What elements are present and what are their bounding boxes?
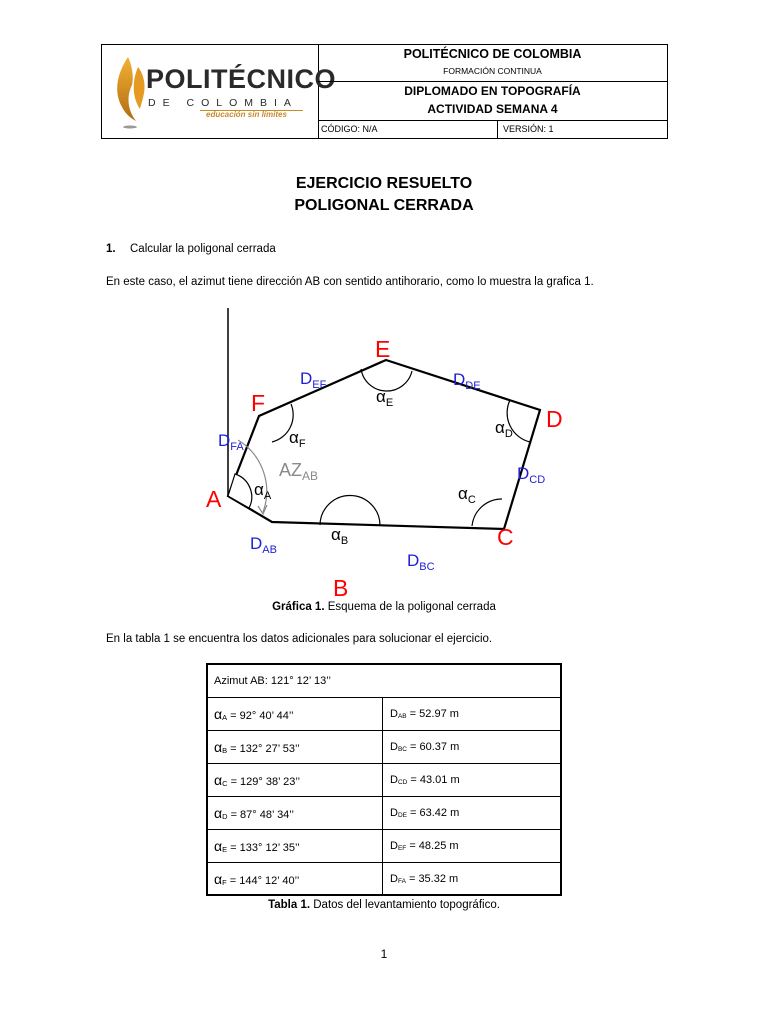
header-table: [101, 44, 668, 139]
azimut-cell: Azimut AB: 121° 12’ 13’’: [214, 675, 331, 687]
survey-data-table: [206, 663, 562, 896]
azimuth-arrow-icon: [258, 505, 267, 514]
distance-label-ab: $D_{AB}$: [250, 534, 277, 556]
diploma-name: DIPLOMADO EN TOPOGRAFÍA: [404, 84, 581, 98]
doc-title-line1: EJERCICIO RESUELTO: [295, 175, 473, 192]
table-row-azimut: [208, 665, 560, 698]
distance-cell: $D_{AB} = 52.97$ m: [390, 708, 459, 720]
distance-cell: $D_{FA} = 35.32$ m: [390, 873, 459, 885]
angle-label-a: $\alpha_A$: [254, 480, 272, 502]
angle-cell: $\alpha_C = 129^\circ$ 38’ 23’’: [214, 772, 301, 788]
closed-polygon: [228, 360, 540, 529]
vertex-label-f: F: [251, 390, 266, 416]
table-caption-text: Datos del levantamiento topográfico.: [310, 899, 500, 911]
table-row: [208, 698, 560, 731]
figure-caption: [0, 601, 768, 613]
table-caption: [0, 899, 768, 911]
version-field: VERSIÓN: 1: [503, 124, 554, 134]
angle-label-c: $\alpha_C$: [458, 484, 476, 506]
item-text: Calcular la poligonal cerrada: [130, 243, 276, 255]
polygon-diagram: [205, 300, 575, 600]
institution-name: POLITÉCNICO DE COLOMBIA: [403, 47, 582, 61]
vertex-label-e: E: [375, 336, 391, 362]
vertex-label-d: D: [546, 406, 563, 432]
table-intro-text: En la tabla 1 se encuentra los datos adicionales para solucionar el ejercicio.: [106, 633, 493, 645]
angle-label-f: $\alpha_F$: [289, 428, 306, 450]
angle-cell: $\alpha_A = 92^\circ$ 40’ 44’’: [214, 706, 294, 722]
angle-cell: $\alpha_D = 87^\circ$ 48’ 34’’: [214, 805, 294, 821]
item-number: 1.: [106, 243, 116, 255]
distance-label-cd: $D_{CD}$: [517, 464, 546, 486]
angle-arc-a: [228, 474, 252, 508]
logo-sub: DE COLOMBIA: [148, 97, 298, 109]
angle-arc-c: [472, 499, 502, 526]
angle-cell: $\alpha_E = 133^\circ$ 12’ 35’’: [214, 838, 300, 854]
angle-arc-b: [320, 496, 380, 526]
vertex-label-b: B: [333, 575, 349, 600]
doc-title-line2: POLIGONAL CERRADA: [294, 197, 474, 214]
azimuth-label: $AZ_{AB}$: [279, 460, 319, 483]
logo-tagline: educación sin límites: [206, 110, 287, 119]
angle-label-b: $\alpha_B$: [331, 525, 349, 547]
table-row: [208, 797, 560, 830]
distance-label-fa: $D_{FA}$: [218, 431, 244, 453]
intro-text: En este caso, el azimut tiene dirección AB con sentido antihorario, como lo muestra la grafica 1.: [106, 276, 594, 288]
figure-caption-text: Esquema de la poligonal cerrada: [324, 601, 496, 613]
angle-cell: $\alpha_B = 132^\circ$ 27’ 53’’: [214, 739, 300, 755]
angle-label-d: $\alpha_D$: [495, 418, 513, 440]
logo-name: POLITÉCNICO: [146, 64, 337, 94]
distance-label-ef: $D_{EF}$: [300, 369, 327, 391]
distance-label-de: $D_{DE}$: [453, 370, 481, 392]
angle-label-e: $\alpha_E$: [376, 387, 394, 409]
table-caption-label: Tabla 1.: [268, 899, 311, 911]
distance-cell: $D_{DE} = 63.42$ m: [390, 807, 460, 819]
code-field: CÓDIGO: N/A: [318, 120, 498, 138]
logo: [102, 45, 337, 138]
department-name: FORMACIÓN CONTINUA: [443, 66, 542, 76]
distance-label-bc: $D_{BC}$: [407, 551, 435, 573]
distance-cell: $D_{CD} = 43.01$ m: [390, 774, 460, 786]
figure-caption-label: Gráfica 1.: [272, 601, 325, 613]
angle-arc-e: [361, 369, 412, 391]
table-row: [208, 863, 560, 896]
distance-cell: $D_{BC} = 60.37$ m: [390, 741, 460, 753]
page-number: 1: [380, 947, 388, 961]
activity-name: ACTIVIDAD SEMANA 4: [427, 102, 558, 116]
angle-cell: $\alpha_F = 144^\circ$ 12’ 40’’: [214, 871, 300, 887]
table-row: [208, 731, 560, 764]
vertex-labels: [206, 336, 563, 600]
table-row: [208, 830, 560, 863]
vertex-label-a: A: [206, 486, 222, 512]
vertex-label-c: C: [497, 524, 514, 550]
distance-cell: $D_{EF} = 48.25$ m: [390, 840, 459, 852]
table-row: [208, 764, 560, 797]
